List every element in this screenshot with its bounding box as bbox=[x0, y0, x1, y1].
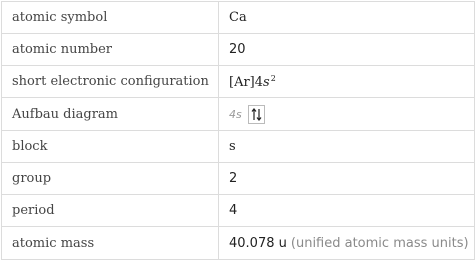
orbital-box bbox=[248, 105, 265, 124]
electron-configuration bbox=[219, 66, 475, 98]
row-value: Ca bbox=[219, 2, 475, 34]
row-label: atomic symbol bbox=[2, 2, 219, 34]
row-value: s bbox=[219, 131, 475, 163]
element-properties-table bbox=[1, 1, 475, 260]
config-superscript: 2 bbox=[270, 73, 276, 83]
row-value: 20 bbox=[219, 34, 475, 66]
orbital-label: 4s bbox=[229, 107, 242, 121]
atomic-mass-value bbox=[219, 227, 475, 260]
config-orbital: s bbox=[263, 74, 270, 90]
row-label: block bbox=[2, 131, 219, 163]
table-row bbox=[2, 66, 475, 98]
config-core: [Ar]4 bbox=[229, 74, 264, 90]
table-row bbox=[2, 98, 475, 131]
mass-number: 40.078 bbox=[229, 235, 275, 251]
table-row bbox=[2, 131, 475, 163]
row-value: 4 bbox=[219, 195, 475, 227]
row-label: group bbox=[2, 163, 219, 195]
row-label: short electronic configuration bbox=[2, 66, 219, 98]
row-label: atomic mass bbox=[2, 227, 219, 260]
row-label: Aufbau diagram bbox=[2, 98, 219, 131]
table-row bbox=[2, 34, 475, 66]
spin-up-down-arrows-icon bbox=[249, 106, 264, 123]
row-value: 2 bbox=[219, 163, 475, 195]
aufbau-diagram bbox=[219, 98, 475, 131]
table-row bbox=[2, 163, 475, 195]
mass-unit-name: (unified atomic mass units) bbox=[290, 235, 469, 251]
mass-unit-symbol: u bbox=[278, 235, 287, 251]
row-label: atomic number bbox=[2, 34, 219, 66]
table-row bbox=[2, 195, 475, 227]
table-row bbox=[2, 2, 475, 34]
table-row bbox=[2, 227, 475, 260]
row-label: period bbox=[2, 195, 219, 227]
